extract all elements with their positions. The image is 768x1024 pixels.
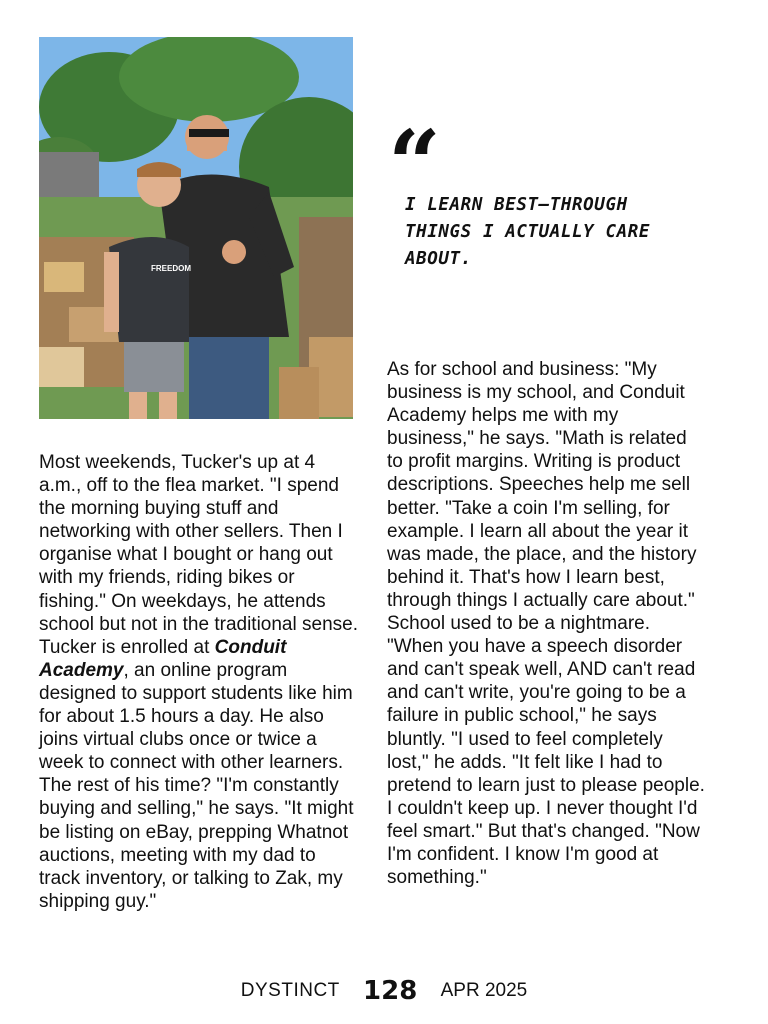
academy-name: Conduit Academy — [39, 636, 287, 681]
left-text-part1: Most weekends, Tucker's up at 4 a.m., off to the flea market. "I spend the morning buying stuff and networking with other sellers. Then I organise what I bought or hang out with my friends, riding bikes or fishing." On weekdays, he attends school but not in the traditional sense. Tucker is enrolled at — [39, 452, 358, 658]
quote-mark-icon: “ — [388, 110, 435, 218]
left-text-part2: , an online program designed to support students like him for about 1.5 hours a day. He also joins virtual clubs once or twice a week to connect with other learners. The rest of his time? "I'm constantly buying and selling," he says. "It might be listing on eBay, prepping Whatnot auctions, meeting with my dad to track inventory, or talking to Zak, my shipping guy." — [39, 659, 354, 912]
page-footer — [0, 976, 768, 1006]
magazine-name: DYSTINCT — [240, 980, 340, 1001]
page-number: 128 — [363, 976, 418, 1006]
shirt-text: FREEDOM — [151, 264, 191, 273]
photo-illustration — [39, 37, 353, 419]
article-column-left — [39, 451, 359, 913]
article-column-right: As for school and business: "My business is my school, and Conduit Academy helps me with my business," he says. "Math is related to profit margins. Writing is product descriptions. Speeches help me sell better. "Take a coin I'm selling, for example. I learn all about the year it was made, the place, and the history behind it. That's how I learn best, through things I actually care about." School used to be a nightmare. "When you have a speech disorder and can't speak well, AND can't read and can't write, you're going to be a failure in public school," he says bluntly. "I used to feel completely lost," he adds. "It felt like I had to pretend to learn just to please people. I couldn't keep up. I never thought I'd feel smart." But that's changed. "Now I'm confident. I know I'm good at something." — [387, 359, 705, 889]
pull-quote: I LEARN BEST—THROUGH THINGS I ACTUALLY CARE ABOUT. — [405, 195, 650, 269]
article-photo — [39, 37, 353, 419]
issue-date: APR 2025 — [440, 980, 528, 1001]
